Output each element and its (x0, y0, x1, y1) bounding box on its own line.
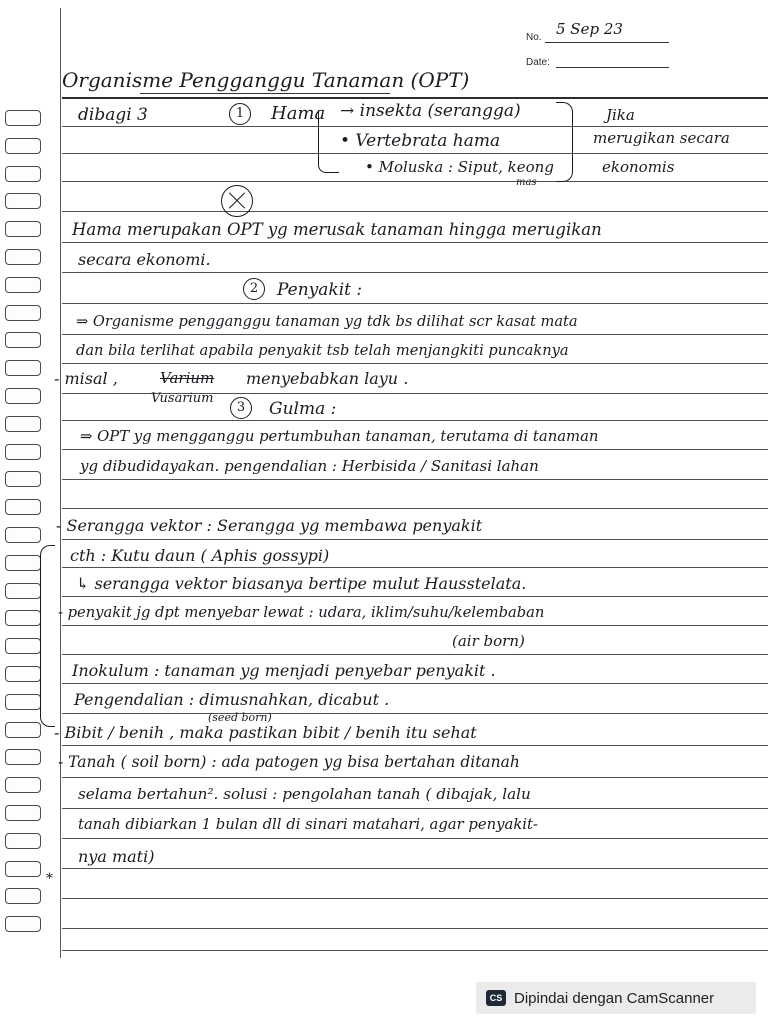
ruled-line (62, 745, 768, 746)
gulma-number-circle: 3 (230, 397, 252, 419)
ruled-line (62, 808, 768, 809)
binder-hole (5, 166, 41, 182)
ruled-line (62, 449, 768, 450)
binder-hole (5, 471, 41, 487)
binder-hole (5, 694, 41, 710)
binder-hole (5, 527, 41, 543)
ruled-line (62, 508, 768, 509)
brace-note-merugikan: merugikan secara (593, 129, 730, 147)
hama-definition-line1: Hama merupakan OPT yg merusak tanaman hingga merugikan (72, 220, 602, 239)
binder-hole (5, 193, 41, 209)
binder-hole (5, 638, 41, 654)
bibit-line: - Bibit / benih , maka pastikan bibit / benih itu sehat (54, 723, 477, 742)
binder-hole (5, 749, 41, 765)
date-label: Date: (526, 57, 550, 68)
page-title: Organisme Pengganggu Tanaman (OPT) (62, 68, 470, 92)
hama-branch-line (318, 110, 339, 173)
ruled-line (62, 303, 768, 304)
binder-hole (5, 833, 41, 849)
ruled-line (62, 272, 768, 273)
brace-note-jika: Jika (606, 106, 635, 124)
udara-air-born: (air born) (452, 632, 525, 650)
binder-hole (5, 221, 41, 237)
ruled-line (62, 126, 768, 127)
binder-hole (5, 360, 41, 376)
hama-heading: Hama (271, 103, 326, 124)
binder-hole (5, 861, 41, 877)
hama-insekta: → insekta (serangga) (340, 101, 521, 121)
tanah-line2: selama bertahun². solusi : pengolahan tanah ( dibajak, lalu (78, 785, 531, 803)
ruled-line (62, 211, 768, 212)
ruled-line (62, 97, 768, 99)
ruled-line (62, 898, 768, 899)
binder-hole (5, 722, 41, 738)
no-label: No. (526, 32, 542, 43)
binder-hole (5, 916, 41, 932)
binder-hole (5, 277, 41, 293)
hama-moluska-mas: mas (516, 177, 537, 188)
vektor-line3: ↳ serangga vektor biasanya bertipe mulut Hausstelata. (76, 574, 527, 593)
binder-hole (5, 583, 41, 599)
ruled-line (62, 242, 768, 243)
ruled-line (62, 713, 768, 714)
ruled-line (62, 625, 768, 626)
binder-hole (5, 666, 41, 682)
ruled-line (62, 654, 768, 655)
tanah-line4: nya mati) (78, 847, 155, 866)
penyakit-definition-line1: ⇒ Organisme pengganggu tanaman yg tdk bs dilihat scr kasat mata (76, 313, 578, 330)
hama-vertebrata: • Vertebrata hama (340, 131, 501, 151)
binder-hole (5, 138, 41, 154)
ruled-line (62, 363, 768, 364)
binder-hole (5, 110, 41, 126)
ruled-line (62, 777, 768, 778)
seed-born-note: (seed born) (208, 711, 272, 724)
binder-hole (5, 249, 41, 265)
ruled-line (62, 596, 768, 597)
ruled-line (62, 420, 768, 421)
ruled-line (62, 153, 768, 154)
ruled-line (62, 334, 768, 335)
ruled-line (62, 868, 768, 869)
ruled-line (62, 683, 768, 684)
hama-number-circle: 1 (229, 103, 251, 125)
right-brace (556, 102, 573, 182)
binder-hole (5, 777, 41, 793)
ruled-line (62, 950, 768, 951)
date-underline (556, 67, 669, 68)
binder-hole (5, 416, 41, 432)
penyakit-number-circle: 2 (243, 278, 265, 300)
vusarium-correction: Vusarium (151, 391, 214, 406)
misal-prefix: - misal , (54, 369, 118, 388)
pengendalian-line: Pengendalian : dimusnahkan, dicabut . (74, 690, 390, 709)
no-underline (545, 42, 669, 43)
penyakit-heading: Penyakit : (277, 280, 363, 300)
brace-note-ekonomis: ekonomis (602, 158, 675, 176)
title-underline (140, 93, 390, 94)
gulma-definition-line2: yg dibudidayakan. pengendalian : Herbisida / Sanitasi lahan (80, 457, 539, 475)
misal-struck-word: Varium (160, 369, 215, 387)
camscanner-badge (476, 982, 756, 1014)
left-bracket (40, 545, 55, 727)
binder-hole (5, 444, 41, 460)
tanah-line3: tanah dibiarkan 1 bulan dll di sinari matahari, agar penyakit- (78, 816, 538, 833)
gulma-heading: Gulma : (269, 399, 337, 419)
ruled-line (62, 838, 768, 839)
binder-hole (5, 888, 41, 904)
binder-hole (5, 332, 41, 348)
vektor-line1: - Serangga vektor : Serangga yg membawa penyakit (56, 516, 483, 535)
vektor-line2: cth : Kutu daun ( Aphis gossypi) (70, 546, 330, 565)
binder-hole (5, 305, 41, 321)
no-value: 5 Sep 23 (556, 20, 623, 38)
binder-hole (5, 388, 41, 404)
ruled-line (62, 479, 768, 480)
penyakit-definition-line2: dan bila terlihat apabila penyakit tsb telah menjangkiti puncaknya (76, 342, 569, 359)
tanah-line1: - Tanah ( soil born) : ada patogen yg bisa bertahan ditanah (58, 753, 520, 771)
camscanner-logo-icon: CS (486, 990, 506, 1006)
hama-moluska: • Moluska : Siput, keong (365, 158, 554, 176)
inokulum-line: Inokulum : tanaman yg menjadi penyebar penyakit . (72, 661, 496, 680)
dibagi-text: dibagi 3 (78, 105, 148, 125)
hama-definition-line2: secara ekonomi. (78, 250, 211, 269)
binder-hole (5, 805, 41, 821)
camscanner-text: Dipindai dengan CamScanner (514, 989, 715, 1007)
misal-rest: menyebabkan layu . (246, 369, 409, 388)
asterisk-mark: * (46, 871, 53, 887)
crossed-circle-mark (221, 185, 253, 217)
binder-hole (5, 555, 41, 571)
udara-line1: - penyakit jg dpt menyebar lewat : udara, iklim/suhu/kelembaban (58, 604, 545, 621)
ruled-line (62, 181, 768, 182)
margin-line (60, 8, 61, 958)
binder-hole (5, 610, 41, 626)
ruled-line (62, 567, 768, 568)
gulma-definition-line1: ⇒ OPT yg mengganggu pertumbuhan tanaman, terutama di tanaman (80, 428, 599, 445)
ruled-line (62, 928, 768, 929)
ruled-line (62, 539, 768, 540)
binder-hole (5, 499, 41, 515)
